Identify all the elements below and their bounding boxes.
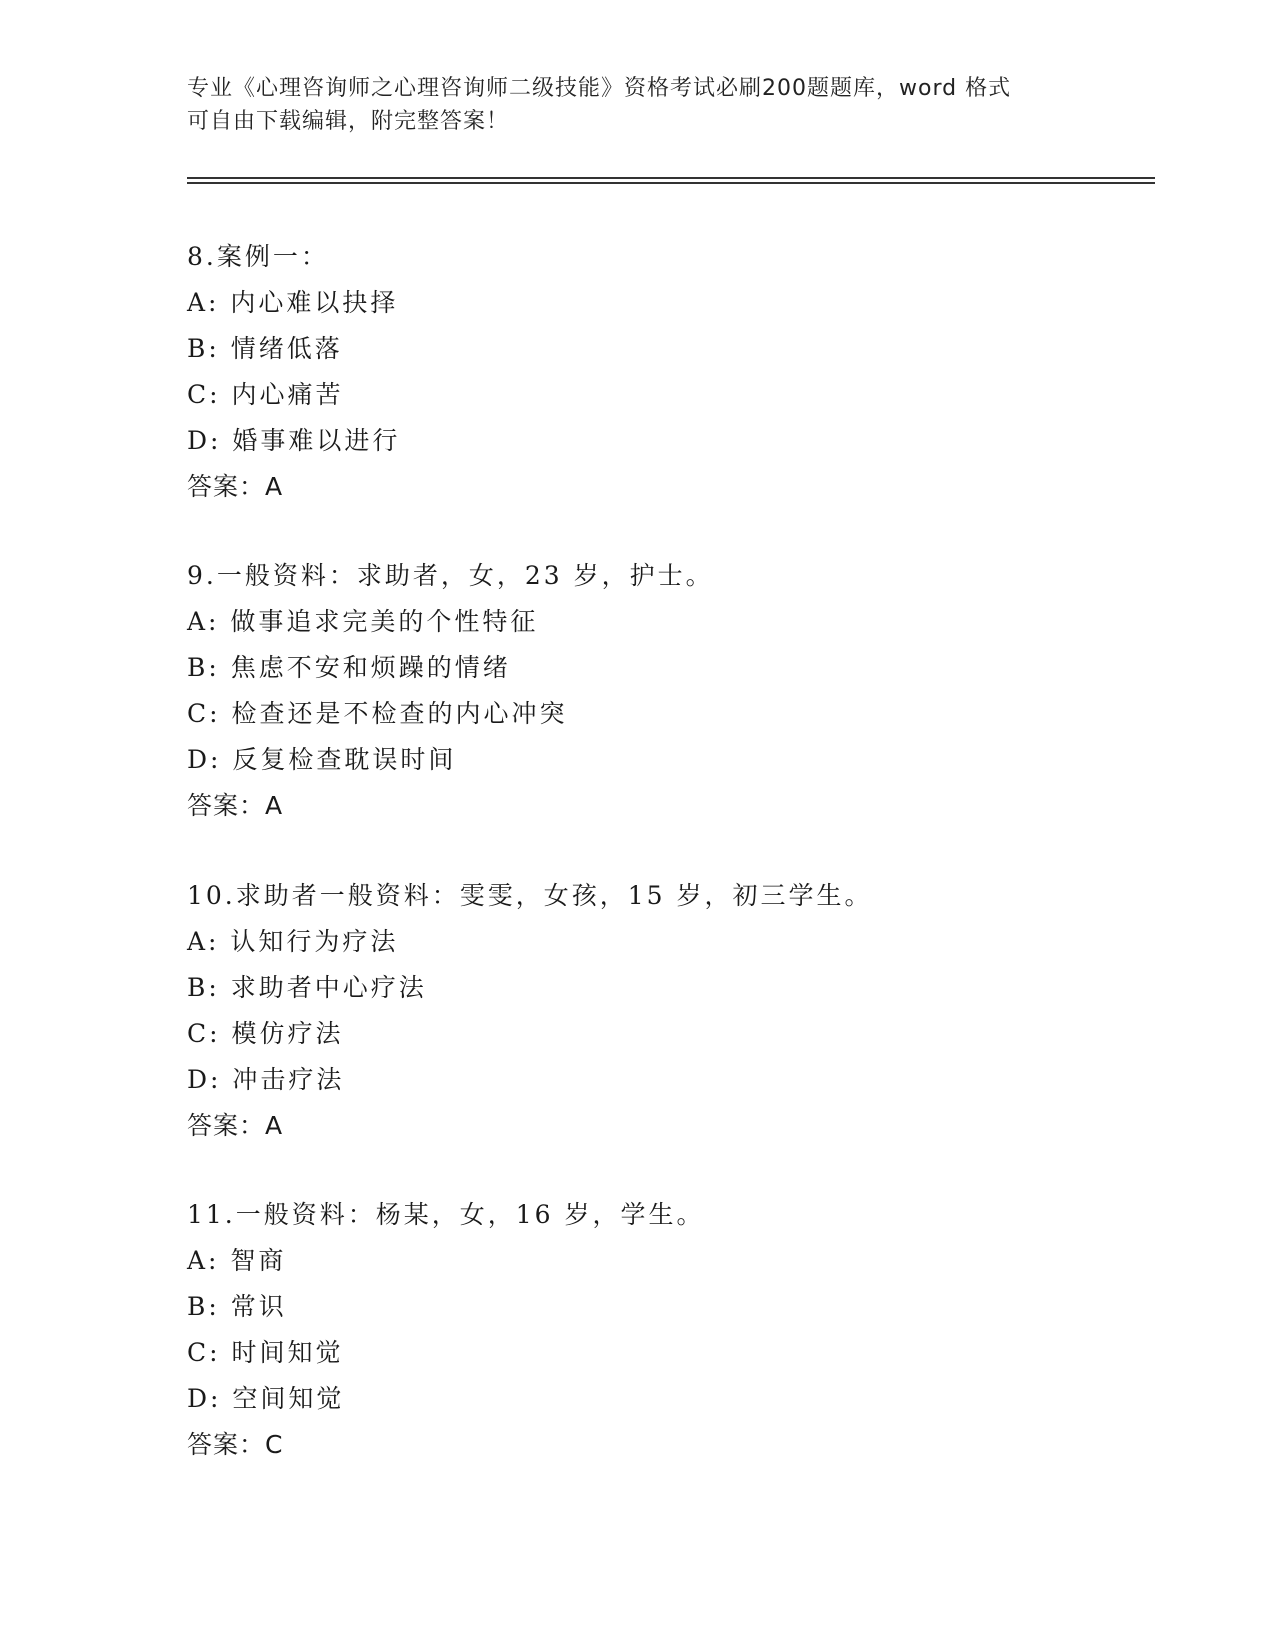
- question-stem: 9.一般资料：求助者，女，23 岁，护士。: [187, 561, 714, 590]
- option-a: A: 智商: [187, 1246, 287, 1275]
- option-d: D: 反复检查耽误时间: [187, 745, 457, 774]
- answer: 答案：C: [187, 1430, 284, 1459]
- question-stem: 11.一般资料：杨某，女，16 岁，学生。: [187, 1200, 705, 1229]
- option-c: C: 模仿疗法: [187, 1019, 344, 1048]
- answer: 答案：A: [187, 1111, 284, 1140]
- question-11: [187, 1192, 1137, 1468]
- question-9: [187, 553, 1137, 829]
- question-10: [187, 873, 1137, 1149]
- option-c: C: 时间知觉: [187, 1338, 344, 1367]
- header-divider-top: [187, 177, 1155, 179]
- answer: 答案：A: [187, 472, 284, 501]
- option-a: A: 内心难以抉择: [187, 288, 399, 317]
- option-d: D: 婚事难以进行: [187, 426, 401, 455]
- option-b: B: 求助者中心疗法: [187, 973, 427, 1002]
- question-stem: 8.案例一：: [187, 242, 329, 271]
- option-c: C: 内心痛苦: [187, 380, 344, 409]
- option-b: B: 焦虑不安和烦躁的情绪: [187, 653, 511, 682]
- option-a: A: 做事追求完美的个性特征: [187, 607, 539, 636]
- answer: 答案：A: [187, 791, 284, 820]
- header-line-2: 可自由下载编辑，附完整答案！: [187, 109, 510, 134]
- option-d: D: 冲击疗法: [187, 1065, 345, 1094]
- option-c: C: 检查还是不检查的内心冲突: [187, 699, 568, 728]
- option-b: B: 常识: [187, 1292, 287, 1321]
- option-d: D: 空间知觉: [187, 1384, 345, 1413]
- document-header: [187, 72, 1077, 138]
- option-a: A: 认知行为疗法: [187, 927, 399, 956]
- option-b: B: 情绪低落: [187, 334, 343, 363]
- header-divider-bottom: [187, 182, 1155, 184]
- header-line-1: 专业《心理咨询师之心理咨询师二级技能》资格考试必刷200题题库，word 格式: [187, 76, 1012, 101]
- question-stem: 10.求助者一般资料：雯雯，女孩，15 岁，初三学生。: [187, 881, 873, 910]
- question-8: [187, 234, 1137, 510]
